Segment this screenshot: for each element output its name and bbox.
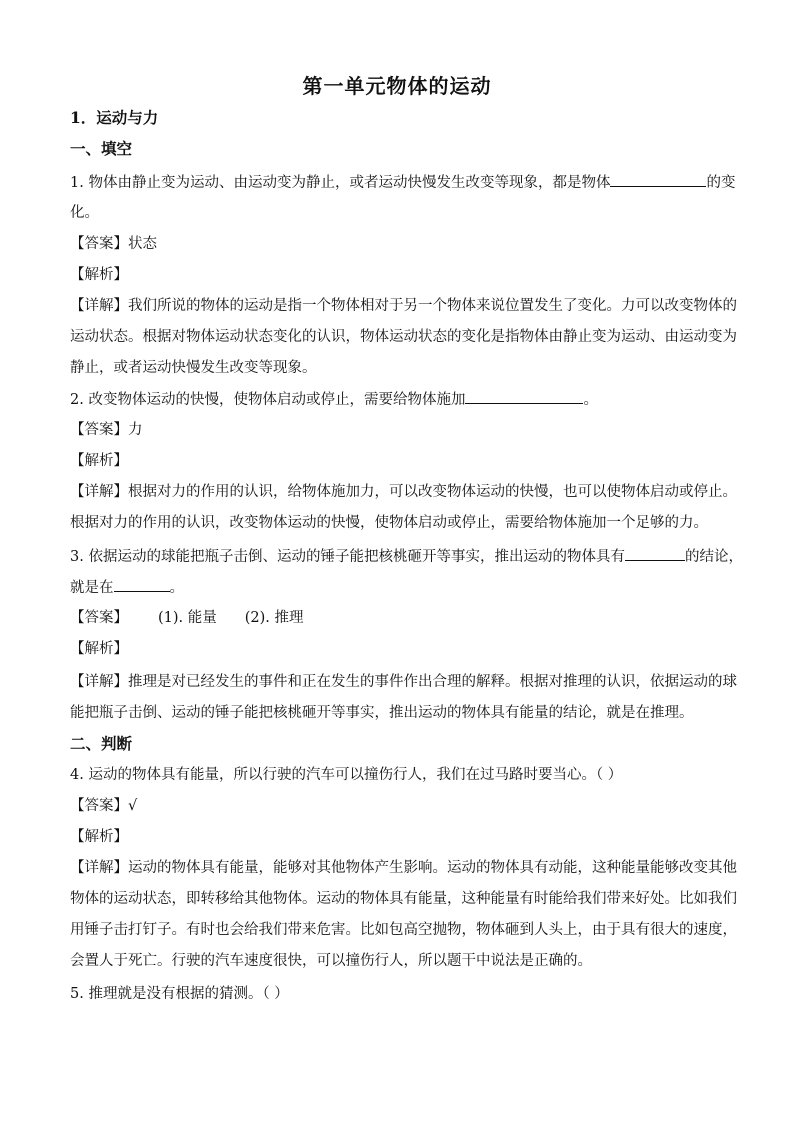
detail-text: 根据对力的作用的认识，给物体施加力，可以改变物体运动的快慢，也可以使物体启动或停止。 — [128, 484, 737, 500]
analysis-label: 【解析】 — [70, 453, 128, 469]
question-1-detail-1 — [70, 296, 737, 316]
question-3-text-c: 就是在 — [70, 580, 114, 596]
question-1-text: 1. 物体由静止变为运动、由运动变为静止，或者运动快慢发生改变等现象，都是物体 — [70, 175, 611, 191]
analysis-label: 【解析】 — [70, 267, 128, 283]
answer-blank — [114, 577, 170, 592]
part1-heading: 一、填空 — [70, 139, 133, 158]
question-2-detail-1 — [70, 482, 737, 502]
question-4-detail-4: 会置人于死亡。行驶的汽车速度很快，可以撞伤行人，所以题干中说法是正确的。 — [70, 953, 592, 969]
detail-text: 推理是对已经发生的事件和正在发生的事件作出合理的解释。根据对推理的认识，依据运动的球 — [128, 674, 737, 690]
question-5: 5. 推理就是没有根据的猜测。（ ） — [70, 986, 289, 1002]
detail-label: 【详解】 — [70, 674, 128, 690]
question-3-answer — [70, 608, 730, 628]
question-4-detail-2: 物体的运动状态，即转移给其他物体。运动的物体具有能量，这种能量有时能给我们带来好处。比如我们 — [70, 891, 737, 907]
answer-value: 力 — [128, 422, 143, 438]
question-2 — [70, 389, 730, 410]
question-1-line-1 — [70, 172, 736, 193]
question-4-answer — [70, 796, 730, 816]
question-1-detail-2: 运动状态。根据对物体运动状态变化的认识，物体运动状态的变化是指物体由静止变为运动、由运动变为 — [70, 329, 737, 345]
question-4: 4. 运动的物体具有能量，所以行驶的汽车可以撞伤行人，我们在过马路时要当心。（ ） — [70, 767, 623, 783]
analysis-label: 【解析】 — [70, 829, 128, 845]
question-1-text-tail: 的变 — [706, 175, 736, 191]
question-4-detail-3: 用锤子击打钉子。有时也会给我们带来危害。比如包高空抛物，物体砸到人头上，由于具有很大的速度， — [70, 922, 737, 938]
question-2-text: 2. 改变物体运动的快慢，使物体启动或停止，需要给物体施加 — [70, 392, 466, 408]
question-3-text-tail: 。 — [169, 580, 184, 596]
question-3-line-2 — [70, 577, 730, 598]
answer-label: 【答案】 — [70, 236, 128, 252]
question-3-text: 3. 依据运动的球能把瓶子击倒、运动的锤子能把核桃砸开等事实，推出运动的物体具有 — [70, 549, 625, 565]
detail-label: 【详解】 — [70, 484, 128, 500]
question-2-text-tail: 。 — [583, 392, 598, 408]
page-title: 第一单元物体的运动 — [302, 74, 492, 98]
detail-label: 【详解】 — [70, 298, 128, 314]
question-1-detail-3: 静止，或者运动快慢发生改变等现象。 — [70, 360, 317, 376]
detail-text: 运动的物体具有能量，能够对其他物体产生影响。运动的物体具有动能，这种能量能够改变其他 — [128, 860, 737, 876]
question-3-detail-2: 能把瓶子击倒、运动的锤子能把核桃砸开等事实，推出运动的物体具有能量的结论，就是在推理。 — [70, 705, 694, 721]
answer-value: √ — [128, 798, 138, 814]
analysis-label: 【解析】 — [70, 641, 128, 657]
answer-label: 【答案】 — [70, 422, 128, 438]
answer-value: 状态 — [128, 236, 157, 252]
detail-label: 【详解】 — [70, 860, 128, 876]
answer-value-1: (1). 能量 — [158, 610, 217, 626]
question-3-detail-1 — [70, 672, 737, 692]
question-1-line-2: 化。 — [70, 205, 99, 221]
detail-text: 我们所说的物体的运动是指一个物体相对于另一个物体来说位置发生了变化。力可以改变物体的 — [128, 298, 737, 314]
question-2-answer — [70, 420, 730, 440]
answer-label: 【答案】 — [70, 610, 128, 626]
question-3-line-1 — [70, 546, 743, 567]
answer-blank — [465, 389, 583, 404]
answer-label: 【答案】 — [70, 798, 128, 814]
section-heading: 1．运动与力 — [70, 108, 159, 127]
question-2-detail-2: 根据对力的作用的认识，改变物体运动的快慢，使物体启动或停止，需要给物体施加一个足够的力。 — [70, 515, 708, 531]
question-3-text-mid: 的结论， — [684, 549, 743, 565]
part2-heading: 二、判断 — [70, 734, 133, 753]
question-1-answer — [70, 234, 730, 254]
answer-blank — [610, 172, 706, 187]
question-4-detail-1 — [70, 858, 737, 878]
answer-blank — [625, 546, 685, 561]
answer-value-2: (2). 推理 — [244, 610, 304, 626]
